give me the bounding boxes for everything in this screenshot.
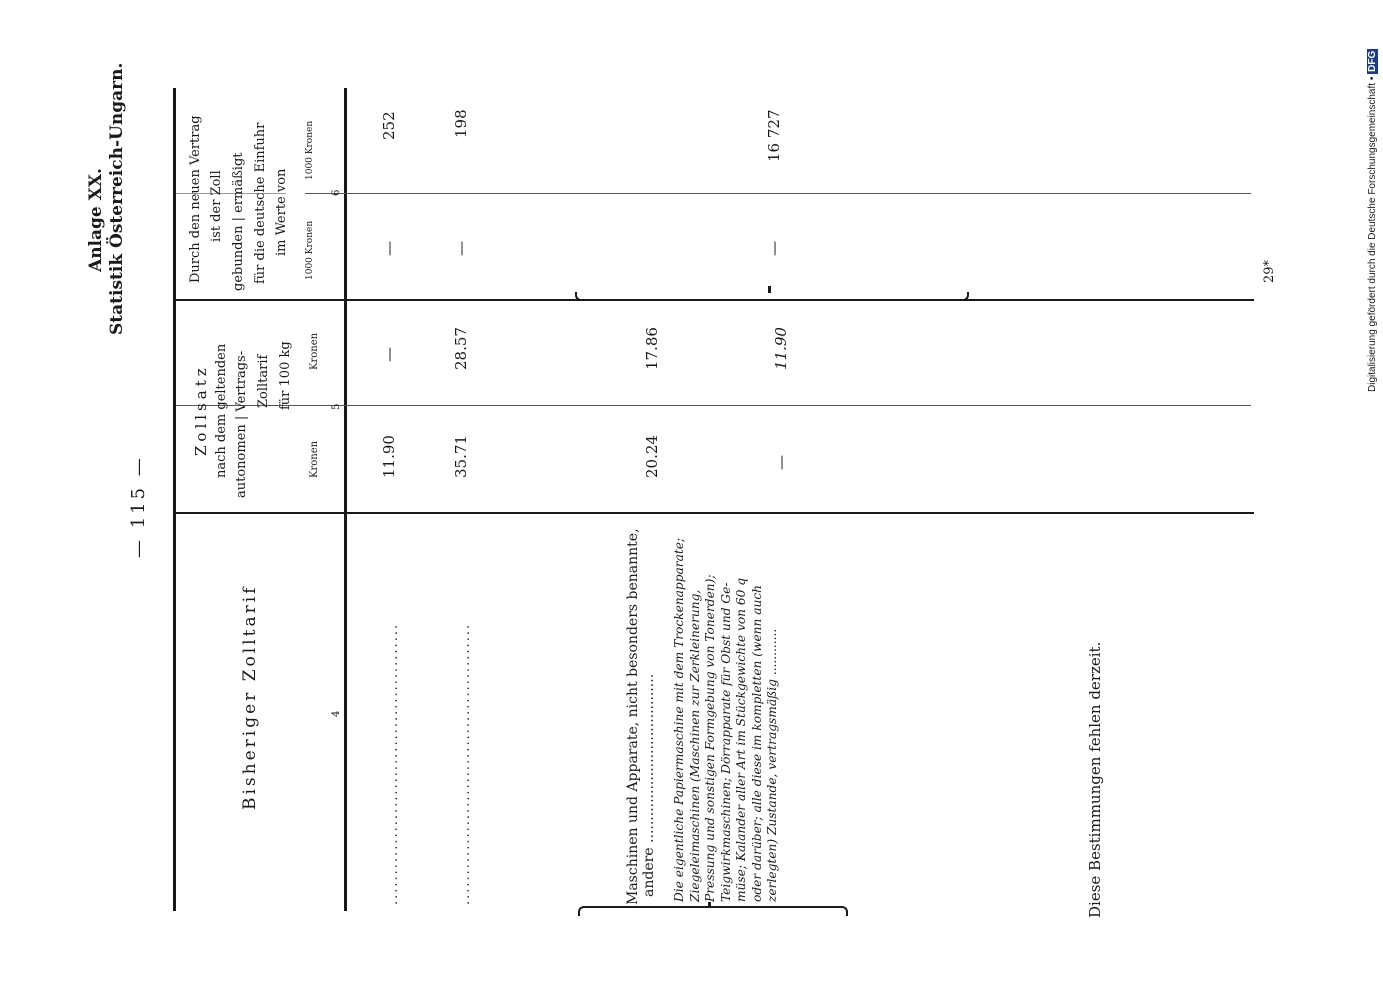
- col5-number: 5: [331, 403, 342, 410]
- group-sub-line: müse; Kalander aller Art im Stückgewichte von 60 q: [734, 577, 748, 902]
- col6-header-line: ist der Zoll: [209, 170, 224, 242]
- group-sub-autonomous: —: [772, 455, 790, 470]
- row-autonomous-rate: 11.90: [380, 435, 398, 478]
- group-sub-line: Die eigentliche Papiermaschine mit dem Trockenapparate;: [672, 537, 686, 902]
- col6-unit-reduced: 1000 Kronen: [305, 120, 315, 180]
- col5-header-line: nach dem geltenden: [214, 343, 229, 478]
- group-main-text: [626, 528, 657, 905]
- page-number: — 115 —: [128, 455, 149, 558]
- row-bound-value: —: [380, 241, 398, 256]
- col4-header: Bisheriger Zolltarif: [240, 584, 260, 810]
- group-main-line: Maschinen und Apparate, nicht besonders benannte,: [625, 528, 641, 905]
- group-sub-line: Teigwirkmaschinen; Dörrapparate für Obst und Ge-: [718, 582, 733, 902]
- group-reduced-value: 16 727: [765, 109, 783, 162]
- row-description: ..............................................: [458, 622, 473, 905]
- col5-unit-autonomous: Kronen: [309, 440, 320, 478]
- group-main-autonomous: 20.24: [643, 435, 661, 478]
- col5-header-line: für 100 kg: [278, 341, 293, 410]
- group-main-line: andere ......................................: [640, 673, 657, 897]
- col5-header-line: Zolltarif: [256, 354, 271, 408]
- row-reduced-value: 252: [380, 111, 398, 140]
- row-autonomous-rate: 35.71: [452, 435, 470, 478]
- appendix-subtitle: Statistik Österreich-Ungarn.: [107, 62, 127, 335]
- col6-split-rule: [305, 193, 1251, 194]
- header-body-rule: [344, 88, 347, 911]
- row-treaty-rate: —: [380, 347, 398, 362]
- digitization-credit: [1367, 49, 1378, 392]
- group-brace-right: [575, 292, 969, 301]
- row-description: ..............................................: [386, 622, 401, 905]
- group-sub-line: oder darüber; alle diese im kompletten (wenn auch: [749, 584, 764, 902]
- col5-header-line: autonomen | Vertrags-: [234, 350, 249, 498]
- row-treaty-rate: 28.57: [452, 327, 470, 370]
- group-brace-tip: [708, 902, 711, 908]
- footer-mark: 29*: [1262, 259, 1277, 283]
- col6-header-line: für die deutsche Einfuhr: [253, 122, 268, 284]
- col6-number: 6: [331, 189, 342, 196]
- col5-header-line: Zollsatz: [192, 364, 210, 456]
- group-sub-line: zerlegten) Zustande, vertragsmäßig ............: [765, 628, 779, 902]
- group-brace-right-tip: [768, 286, 771, 293]
- group-sub-text: [672, 538, 781, 902]
- group-main-treaty: 17.86: [643, 327, 661, 370]
- group-brace-left: [578, 906, 848, 916]
- col6-unit-bound: 1000 Kronen: [305, 220, 315, 280]
- table-top-rule: [173, 88, 176, 911]
- group-sub-line: Pressung und sonstigen Formgebung von Tonerden);: [703, 574, 717, 902]
- group-bound-value: —: [765, 241, 783, 256]
- col4-number: 4: [331, 710, 342, 717]
- row-bound-value: —: [452, 241, 470, 256]
- col5-unit-treaty: Kronen: [309, 332, 320, 370]
- appendix-title: Anlage XX.: [86, 168, 106, 272]
- group-sub-treaty: 11.90: [772, 327, 790, 370]
- group-sub-line: Ziegeleimaschinen (Maschinen zur Zerkleinerung,: [687, 589, 702, 902]
- col6-header-line: im Werte von: [274, 168, 289, 256]
- col6-header-line: Durch den neuen Vertrag: [188, 115, 203, 283]
- col4-col5-rule: [176, 512, 1254, 514]
- dfg-logo: DFG: [1367, 50, 1378, 72]
- note-text: Diese Bestimmungen fehlen derzeit.: [1086, 641, 1104, 918]
- col6-header-line: gebunden | ermäßigt: [231, 152, 246, 291]
- row-reduced-value: 198: [452, 109, 470, 138]
- credit-text: Digitalisierung gefördert durch die Deutsche Forschungsgemeinschaft •: [1367, 76, 1378, 392]
